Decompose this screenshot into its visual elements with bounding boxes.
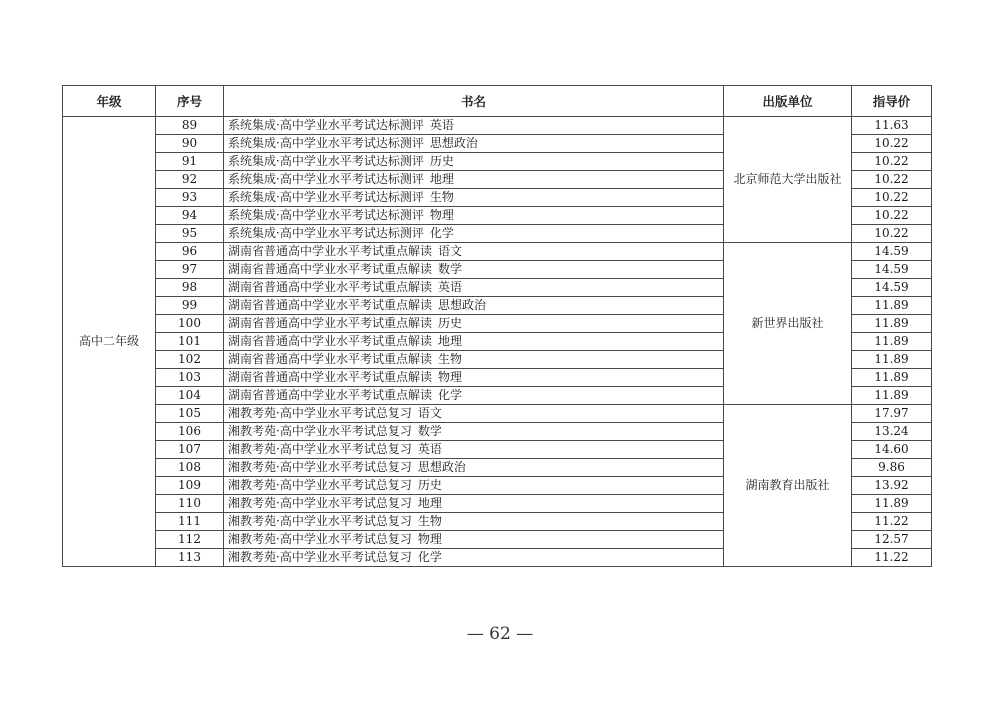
book-subject: 生物 — [429, 190, 454, 204]
page-number: — 62 — — [466, 624, 534, 644]
book-title: 湘教考苑·高中学业水平考试总复习 — [228, 460, 412, 474]
price-cell: 11.89 — [852, 333, 932, 351]
title-cell — [224, 279, 724, 297]
price-cell: 11.89 — [852, 387, 932, 405]
title-cell — [224, 549, 724, 567]
price-cell: 10.22 — [852, 153, 932, 171]
seq-cell: 94 — [156, 207, 224, 225]
book-title: 湘教考苑·高中学业水平考试总复习 — [228, 478, 412, 492]
header-row — [63, 86, 932, 117]
book-title: 湖南省普通高中学业水平考试重点解读 — [228, 280, 433, 294]
price-cell: 12.57 — [852, 531, 932, 549]
book-subject: 物理 — [438, 370, 463, 384]
title-cell — [224, 369, 724, 387]
price-cell: 10.22 — [852, 207, 932, 225]
table-body — [63, 117, 932, 567]
price-cell: 11.22 — [852, 549, 932, 567]
book-title: 湖南省普通高中学业水平考试重点解读 — [228, 262, 433, 276]
seq-cell: 91 — [156, 153, 224, 171]
book-title: 湘教考苑·高中学业水平考试总复习 — [228, 442, 412, 456]
book-title: 系统集成·高中学业水平考试达标测评 — [228, 154, 424, 168]
title-cell — [224, 351, 724, 369]
book-title: 湘教考苑·高中学业水平考试总复习 — [228, 550, 412, 564]
title-cell — [224, 513, 724, 531]
price-cell: 11.22 — [852, 513, 932, 531]
title-cell — [224, 315, 724, 333]
title-cell — [224, 531, 724, 549]
seq-cell: 105 — [156, 405, 224, 423]
title-cell — [224, 477, 724, 495]
book-subject: 化学 — [438, 388, 463, 402]
book-subject: 语文 — [438, 244, 463, 258]
book-subject: 化学 — [417, 550, 442, 564]
title-cell — [224, 495, 724, 513]
price-cell: 11.89 — [852, 315, 932, 333]
table-row — [63, 117, 932, 135]
price-list-table — [62, 85, 932, 567]
table-row — [63, 405, 932, 423]
seq-cell: 104 — [156, 387, 224, 405]
book-title: 湖南省普通高中学业水平考试重点解读 — [228, 352, 433, 366]
seq-cell: 90 — [156, 135, 224, 153]
price-cell: 14.59 — [852, 261, 932, 279]
header-grade: 年级 — [63, 86, 156, 117]
book-subject: 历史 — [438, 316, 463, 330]
price-cell: 11.63 — [852, 117, 932, 135]
price-cell: 11.89 — [852, 495, 932, 513]
seq-cell: 96 — [156, 243, 224, 261]
seq-cell: 109 — [156, 477, 224, 495]
price-cell: 10.22 — [852, 135, 932, 153]
title-cell — [224, 387, 724, 405]
price-cell: 9.86 — [852, 459, 932, 477]
book-title: 湘教考苑·高中学业水平考试总复习 — [228, 496, 412, 510]
book-title: 湖南省普通高中学业水平考试重点解读 — [228, 370, 433, 384]
seq-cell: 113 — [156, 549, 224, 567]
title-cell — [224, 441, 724, 459]
book-subject: 思想政治 — [438, 298, 487, 312]
title-cell — [224, 333, 724, 351]
price-cell: 14.59 — [852, 279, 932, 297]
publisher-cell: 湖南教育出版社 — [724, 405, 852, 567]
price-cell: 11.89 — [852, 297, 932, 315]
grade-cell: 高中二年级 — [63, 117, 156, 567]
title-cell — [224, 261, 724, 279]
title-cell — [224, 423, 724, 441]
price-cell: 13.24 — [852, 423, 932, 441]
book-title: 系统集成·高中学业水平考试达标测评 — [228, 226, 424, 240]
title-cell — [224, 297, 724, 315]
book-subject: 思想政治 — [417, 460, 466, 474]
book-subject: 地理 — [438, 334, 463, 348]
title-cell — [224, 405, 724, 423]
price-cell: 10.22 — [852, 225, 932, 243]
seq-cell: 99 — [156, 297, 224, 315]
book-title: 系统集成·高中学业水平考试达标测评 — [228, 208, 424, 222]
book-subject: 物理 — [429, 208, 454, 222]
book-subject: 语文 — [417, 406, 442, 420]
title-cell — [224, 459, 724, 477]
price-cell: 10.22 — [852, 171, 932, 189]
publisher-cell: 新世界出版社 — [724, 243, 852, 405]
seq-cell: 106 — [156, 423, 224, 441]
book-title: 湖南省普通高中学业水平考试重点解读 — [228, 298, 433, 312]
book-title: 系统集成·高中学业水平考试达标测评 — [228, 118, 424, 132]
seq-cell: 107 — [156, 441, 224, 459]
book-title: 湘教考苑·高中学业水平考试总复习 — [228, 406, 412, 420]
seq-cell: 112 — [156, 531, 224, 549]
book-subject: 英语 — [429, 118, 454, 132]
seq-cell: 98 — [156, 279, 224, 297]
seq-cell: 103 — [156, 369, 224, 387]
book-subject: 物理 — [417, 532, 442, 546]
book-subject: 数学 — [438, 262, 463, 276]
seq-cell: 101 — [156, 333, 224, 351]
title-cell — [224, 189, 724, 207]
seq-cell: 102 — [156, 351, 224, 369]
seq-cell: 92 — [156, 171, 224, 189]
book-title: 湘教考苑·高中学业水平考试总复习 — [228, 532, 412, 546]
header-publisher: 出版单位 — [724, 86, 852, 117]
header-seq: 序号 — [156, 86, 224, 117]
seq-cell: 100 — [156, 315, 224, 333]
table-row — [63, 243, 932, 261]
seq-cell: 89 — [156, 117, 224, 135]
book-subject: 历史 — [429, 154, 454, 168]
price-cell: 14.59 — [852, 243, 932, 261]
price-cell: 17.97 — [852, 405, 932, 423]
seq-cell: 111 — [156, 513, 224, 531]
seq-cell: 108 — [156, 459, 224, 477]
title-cell — [224, 171, 724, 189]
book-subject: 生物 — [417, 514, 442, 528]
book-subject: 地理 — [429, 172, 454, 186]
title-cell — [224, 243, 724, 261]
price-cell: 10.22 — [852, 189, 932, 207]
title-cell — [224, 207, 724, 225]
seq-cell: 110 — [156, 495, 224, 513]
book-subject: 化学 — [429, 226, 454, 240]
book-title: 湘教考苑·高中学业水平考试总复习 — [228, 514, 412, 528]
header-title: 书名 — [224, 86, 724, 117]
header-price: 指导价 — [852, 86, 932, 117]
book-subject: 地理 — [417, 496, 442, 510]
book-title: 系统集成·高中学业水平考试达标测评 — [228, 172, 424, 186]
title-cell — [224, 153, 724, 171]
seq-cell: 93 — [156, 189, 224, 207]
seq-cell: 95 — [156, 225, 224, 243]
book-title: 系统集成·高中学业水平考试达标测评 — [228, 136, 424, 150]
price-cell: 11.89 — [852, 351, 932, 369]
book-title: 湖南省普通高中学业水平考试重点解读 — [228, 316, 433, 330]
book-title: 湖南省普通高中学业水平考试重点解读 — [228, 388, 433, 402]
title-cell — [224, 135, 724, 153]
book-title: 湖南省普通高中学业水平考试重点解读 — [228, 244, 433, 258]
book-title: 湖南省普通高中学业水平考试重点解读 — [228, 334, 433, 348]
price-cell: 13.92 — [852, 477, 932, 495]
publisher-cell: 北京师范大学出版社 — [724, 117, 852, 243]
seq-cell: 97 — [156, 261, 224, 279]
book-subject: 英语 — [438, 280, 463, 294]
book-subject: 历史 — [417, 478, 442, 492]
price-cell: 14.60 — [852, 441, 932, 459]
book-subject: 英语 — [417, 442, 442, 456]
book-title: 湘教考苑·高中学业水平考试总复习 — [228, 424, 412, 438]
book-title: 系统集成·高中学业水平考试达标测评 — [228, 190, 424, 204]
book-subject: 思想政治 — [429, 136, 478, 150]
price-cell: 11.89 — [852, 369, 932, 387]
book-subject: 生物 — [438, 352, 463, 366]
book-subject: 数学 — [417, 424, 442, 438]
title-cell — [224, 225, 724, 243]
title-cell — [224, 117, 724, 135]
